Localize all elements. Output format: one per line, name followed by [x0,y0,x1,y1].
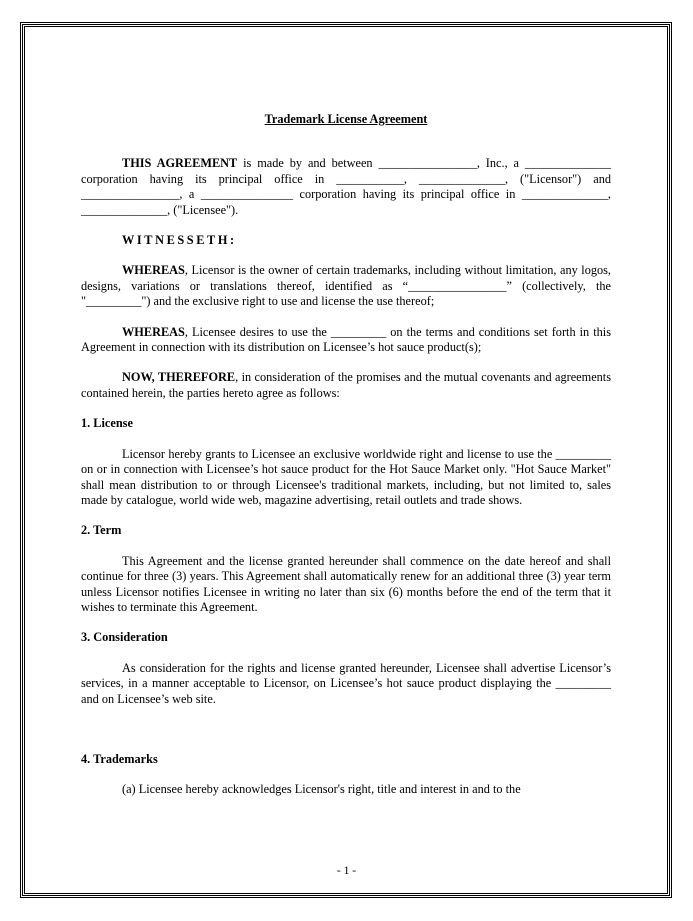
section-heading-consideration: 3. Consideration [81,630,168,645]
section-body-license: Licensor hereby grants to Licensee an exclusive worldwide right and license to use the _________ on or in connection with Licensee’s hot sauce product for the Hot Sauce Market only. "Hot Sauce Market" shall mean distribution to or through Licensee's traditional markets, including, but not limited to, sales made by catalogue, world wide web, magazine advertising, retail outlets and trade shows. [81,446,611,507]
section-heading-trademarks: 4. Trademarks [81,751,158,766]
now-therefore-paragraph [81,370,611,401]
section-body-trademarks: (a) Licensee hereby acknowledges Licensor's right, title and interest in and to the [122,782,521,797]
intro-text: is made by and between ________________, Inc., a ______________ corporation having its principal office in ___________, ______________, ("Licensor") and ________________, a _______________ corporation having its principal office in ______________, ______________, ("Licensee"). [81,156,611,217]
whereas-lead-2: WHEREAS [122,324,185,339]
section-heading-term: 2. Term [81,523,122,538]
now-therefore-text: , in consideration of the promises and the mutual covenants and agreements contained herein, the parties hereto agree as follows: [81,370,612,400]
whereas-paragraph-1 [81,263,611,309]
section-heading-license: 1. License [81,416,133,431]
section-body-consideration: As consideration for the rights and license granted hereunder, Licensee shall advertise Licensor’s services, in a manner acceptable to Licensor, on Licensee’s hot sauce product displaying the _________ and on Licensee’s web site. [81,660,611,706]
page-number: - 1 - [336,865,357,877]
intro-lead: THIS AGREEMENT [122,156,238,171]
section-body-term: This Agreement and the license granted hereunder shall commence on the date hereof and shall continue for three (3) years. This Agreement shall automatically renew for an additional three (3) year term unless Licensor notifies Licensee in writing no later than six (6) months before the end of the term that it wishes to terminate this Agreement. [81,553,611,614]
witnesseth-heading: WITNESSETH: [122,233,237,248]
now-therefore-lead: NOW, THEREFORE [122,370,236,385]
whereas-text-2: , Licensee desires to use the _________ on the terms and conditions set forth in this Agreement in connection with its distribution on Licensee’s hot sauce product(s); [81,324,611,355]
intro-paragraph [81,156,611,218]
document-body [81,112,611,798]
whereas-paragraph-2 [81,325,611,356]
whereas-text-1: , Licensor is the owner of certain trademarks, including without limitation, any logos, designs, variations or translations thereof, identified as “________________” (collectively, the "_________") and the exclusive right to use and license the use thereof; [81,263,611,309]
whereas-lead-1: WHEREAS [122,263,185,278]
document-title: Trademark License Agreement [264,112,428,126]
